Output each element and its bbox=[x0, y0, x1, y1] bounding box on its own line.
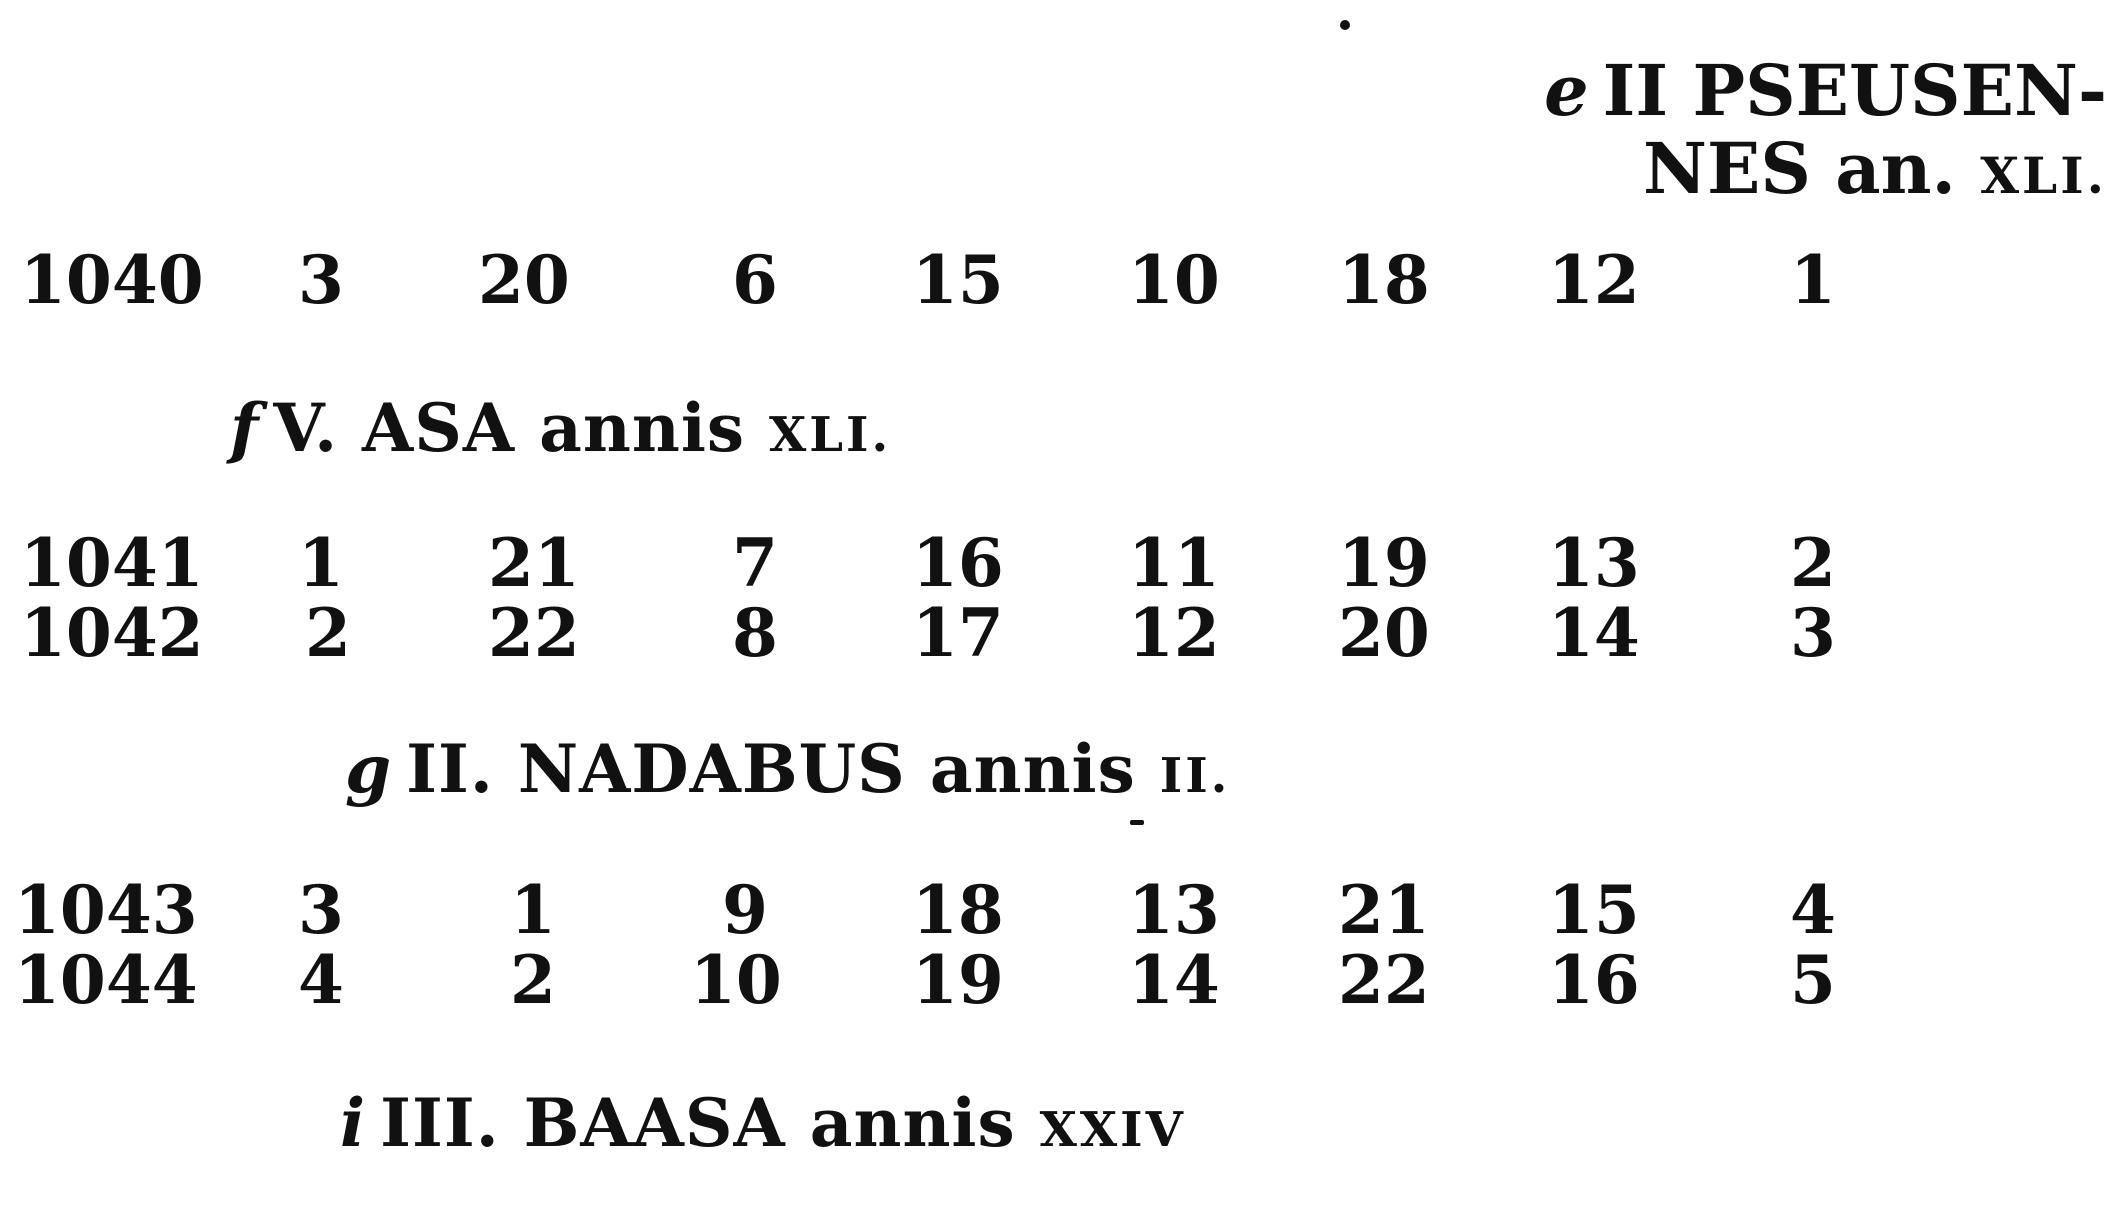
value-cell: 16 bbox=[912, 524, 1004, 602]
value-cell: 22 bbox=[488, 594, 580, 672]
heading-numeral: II. bbox=[1159, 748, 1231, 804]
section-letter: g bbox=[345, 730, 393, 808]
section-letter: e bbox=[1544, 49, 1589, 132]
value-cell: 1 bbox=[510, 871, 556, 949]
value-cell: 15 bbox=[1548, 871, 1640, 949]
value-cell: 10 bbox=[1128, 241, 1220, 319]
value-cell: 19 bbox=[912, 941, 1004, 1019]
value-cell: 16 bbox=[1548, 941, 1640, 1019]
heading-pseusennes-line2 bbox=[1544, 127, 2107, 215]
heading-title: II PSEUSEN- bbox=[1602, 49, 2107, 132]
scan-speck bbox=[1340, 20, 1350, 30]
value-cell: 21 bbox=[1338, 871, 1430, 949]
heading-title: II. NADABUS annis bbox=[406, 730, 1160, 808]
value-cell: 7 bbox=[732, 524, 778, 602]
value-cell: 1 bbox=[1790, 241, 1836, 319]
value-cell: 5 bbox=[1790, 941, 1836, 1019]
value-cell: 12 bbox=[1128, 594, 1220, 672]
value-cell: 17 bbox=[912, 594, 1004, 672]
value-cell: 13 bbox=[1548, 524, 1640, 602]
value-cell: 18 bbox=[912, 871, 1004, 949]
year-cell: 1044 bbox=[14, 941, 198, 1019]
value-cell: 2 bbox=[305, 594, 351, 672]
year-cell: 1042 bbox=[20, 594, 204, 672]
scan-speck bbox=[1130, 820, 1144, 825]
heading-baasa bbox=[340, 1084, 1186, 1162]
year-cell: 1040 bbox=[20, 241, 204, 319]
value-cell: 1 bbox=[298, 524, 344, 602]
table-row bbox=[0, 871, 2127, 949]
value-cell: 10 bbox=[690, 941, 782, 1019]
value-cell: 20 bbox=[1338, 594, 1430, 672]
heading-nadabus bbox=[345, 730, 1231, 808]
heading-pseusennes bbox=[1544, 49, 2107, 215]
table-row bbox=[0, 941, 2127, 1019]
value-cell: 8 bbox=[732, 594, 778, 672]
year-cell: 1043 bbox=[14, 871, 198, 949]
value-cell: 4 bbox=[298, 941, 344, 1019]
value-cell: 9 bbox=[722, 871, 768, 949]
value-cell: 14 bbox=[1548, 594, 1640, 672]
value-cell: 22 bbox=[1338, 941, 1430, 1019]
heading-asa bbox=[230, 389, 892, 467]
table-row bbox=[0, 241, 2127, 319]
heading-numeral: XXIV bbox=[1039, 1102, 1186, 1158]
heading-numeral: XLI. bbox=[1980, 146, 2107, 205]
value-cell: 19 bbox=[1338, 524, 1430, 602]
value-cell: 4 bbox=[1790, 871, 1836, 949]
value-cell: 21 bbox=[488, 524, 580, 602]
section-letter: i bbox=[340, 1084, 367, 1162]
value-cell: 6 bbox=[732, 241, 778, 319]
year-cell: 1041 bbox=[20, 524, 204, 602]
value-cell: 3 bbox=[1790, 594, 1836, 672]
heading-title: III. BAASA annis bbox=[380, 1084, 1040, 1162]
heading-numeral: XLI. bbox=[769, 407, 892, 463]
heading-title: V. ASA annis bbox=[273, 389, 770, 467]
value-cell: 3 bbox=[298, 871, 344, 949]
value-cell: 13 bbox=[1128, 871, 1220, 949]
value-cell: 3 bbox=[298, 241, 344, 319]
value-cell: 15 bbox=[912, 241, 1004, 319]
value-cell: 11 bbox=[1128, 524, 1220, 602]
heading-pseusennes-line1 bbox=[1544, 49, 2107, 132]
value-cell: 14 bbox=[1128, 941, 1220, 1019]
table-row bbox=[0, 524, 2127, 602]
value-cell: 12 bbox=[1548, 241, 1640, 319]
value-cell: 20 bbox=[478, 241, 570, 319]
table-row bbox=[0, 594, 2127, 672]
value-cell: 2 bbox=[1790, 524, 1836, 602]
value-cell: 18 bbox=[1338, 241, 1430, 319]
section-letter: f bbox=[230, 389, 260, 467]
heading-title: NES an. bbox=[1642, 127, 1981, 210]
value-cell: 2 bbox=[510, 941, 556, 1019]
